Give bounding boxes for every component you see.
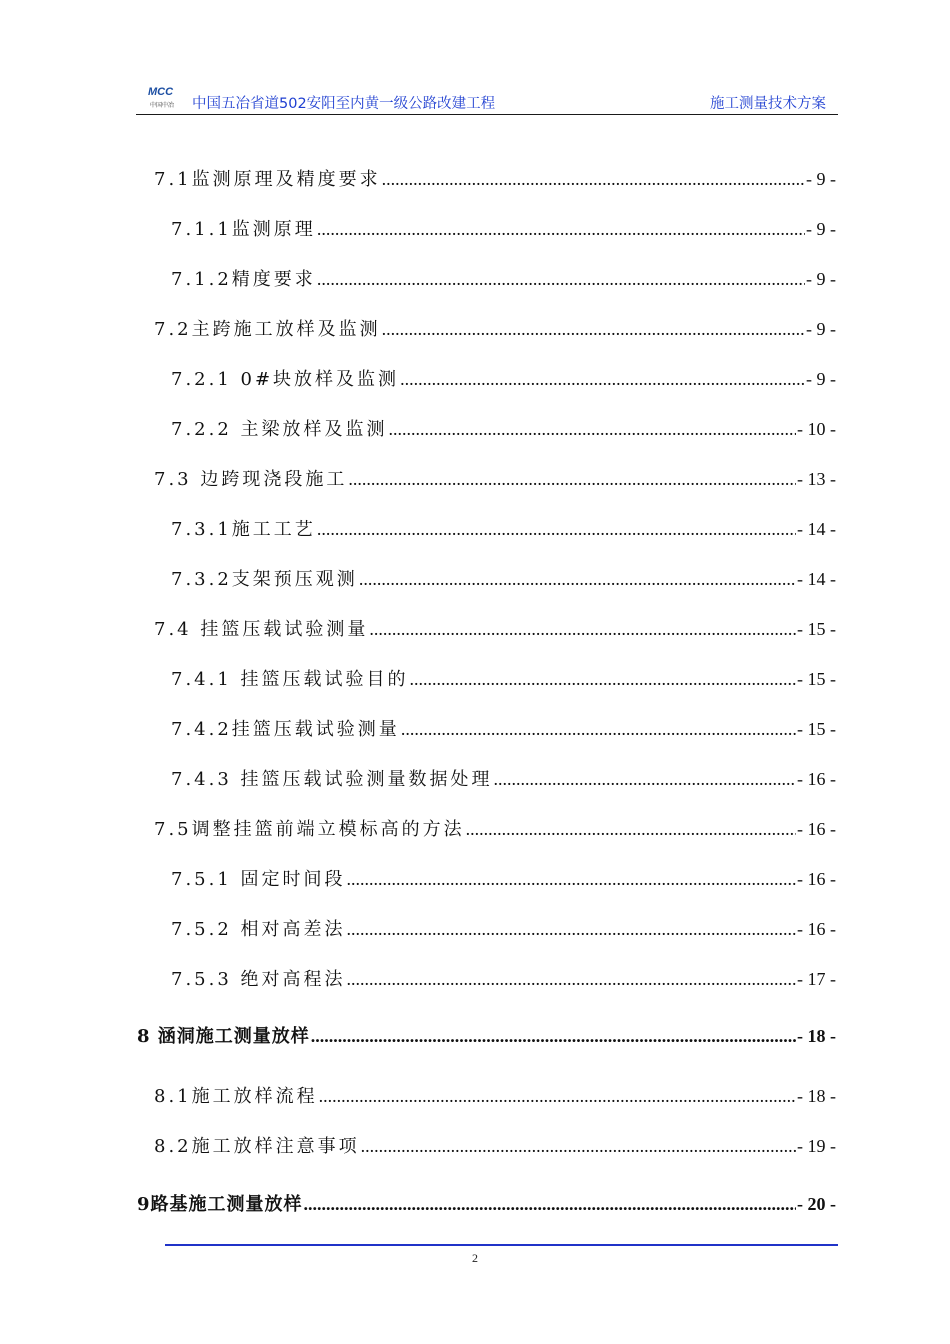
toc-entry[interactable] xyxy=(171,416,836,442)
document-title: 施工测量技术方案 xyxy=(710,96,826,112)
toc-entry-title: 7.4.1 挂篮压载试验目的 xyxy=(171,669,409,690)
page-header xyxy=(136,84,838,115)
toc-entry[interactable] xyxy=(171,716,836,742)
toc-entry-title: 7.1.1监测原理 xyxy=(171,219,316,240)
toc-entry[interactable] xyxy=(171,566,836,592)
toc-entry-page: - 17 - xyxy=(797,969,836,989)
toc-entry[interactable] xyxy=(154,816,836,842)
toc-dot-leader xyxy=(361,1133,796,1159)
toc-dot-leader xyxy=(410,666,796,692)
toc-entry-page: - 9 - xyxy=(806,369,836,389)
toc-entry-page: - 9 - xyxy=(806,269,836,289)
toc-entry-page: - 13 - xyxy=(797,469,836,489)
toc-entry-title: 7.3.1施工工艺 xyxy=(171,519,316,540)
toc-entry-title: 7.5.3 绝对高程法 xyxy=(171,969,346,990)
page-number: 2 xyxy=(472,1251,478,1265)
toc-dot-leader xyxy=(466,816,796,842)
toc-entry-page: - 9 - xyxy=(806,219,836,239)
toc-entry-title: 7.4 挂篮压载试验测量 xyxy=(154,619,369,640)
company-logo xyxy=(138,86,192,112)
toc-dot-leader xyxy=(400,366,805,392)
toc-dot-leader xyxy=(401,716,796,742)
toc-entry[interactable] xyxy=(154,466,836,492)
toc-entry-page: - 15 - xyxy=(797,669,836,689)
toc-dot-leader xyxy=(304,1191,796,1217)
toc-entry[interactable] xyxy=(154,1133,836,1159)
toc-dot-leader xyxy=(317,516,796,542)
toc-entry-title: 7.2.2 主梁放样及监测 xyxy=(171,419,388,440)
toc-entry[interactable] xyxy=(171,966,836,992)
toc-entry-title: 7.2主跨施工放样及监测 xyxy=(154,319,381,340)
toc-dot-leader xyxy=(494,766,796,792)
toc-dot-leader xyxy=(389,416,796,442)
toc-entry[interactable] xyxy=(171,666,836,692)
toc-entry-page: - 20 - xyxy=(797,1194,836,1214)
toc-entry[interactable] xyxy=(154,1083,836,1109)
toc-entry[interactable] xyxy=(171,366,836,392)
toc-entry-title: 7.3.2支架预压观测 xyxy=(171,569,358,590)
toc-entry[interactable] xyxy=(154,616,836,642)
toc-entry-title: 8.1施工放样流程 xyxy=(154,1086,318,1107)
toc-entry-title: 7.5.1 固定时间段 xyxy=(171,869,346,890)
toc-entry-page: - 18 - xyxy=(797,1026,836,1046)
toc-dot-leader xyxy=(347,966,796,992)
toc-entry-page: - 18 - xyxy=(797,1086,836,1106)
toc-dot-leader xyxy=(317,266,805,292)
toc-entry-page: - 14 - xyxy=(797,569,836,589)
toc-dot-leader xyxy=(348,466,796,492)
logo-mark: MCC xyxy=(148,86,174,98)
toc-dot-leader xyxy=(369,616,796,642)
toc-entry-title: 7.2.1 0#块放样及监测 xyxy=(171,369,400,390)
toc-entry[interactable] xyxy=(171,266,836,292)
toc-entry-page: - 16 - xyxy=(797,819,836,839)
toc-entry-title: 7.1.2精度要求 xyxy=(171,269,316,290)
toc-dot-leader xyxy=(311,1023,796,1049)
toc-entry[interactable] xyxy=(171,766,836,792)
toc-dot-leader xyxy=(382,316,805,342)
toc-entry[interactable] xyxy=(137,1191,836,1217)
toc-entry-title: 7.1监测原理及精度要求 xyxy=(154,169,381,190)
toc-entry-page: - 15 - xyxy=(797,619,836,639)
toc-entry-page: - 16 - xyxy=(797,869,836,889)
toc-entry[interactable] xyxy=(171,866,836,892)
toc-entry[interactable] xyxy=(171,916,836,942)
toc-dot-leader xyxy=(347,866,796,892)
logo-subtext: 中国中冶 xyxy=(150,102,175,109)
toc-entry[interactable] xyxy=(171,216,836,242)
toc-entry-title: 7.5.2 相对高差法 xyxy=(171,919,346,940)
toc-entry-page: - 9 - xyxy=(806,169,836,189)
toc-entry-title: 7.4.2挂篮压载试验测量 xyxy=(171,719,400,740)
toc-entry-page: - 16 - xyxy=(797,769,836,789)
toc-dot-leader xyxy=(317,216,805,242)
toc-entry-page: - 14 - xyxy=(797,519,836,539)
toc-entry-page: - 9 - xyxy=(806,319,836,339)
toc-dot-leader xyxy=(382,166,805,192)
toc-entry[interactable] xyxy=(171,516,836,542)
toc-dot-leader xyxy=(319,1083,796,1109)
toc-entry-title: 8 涵洞施工测量放样 xyxy=(137,1026,310,1047)
toc-entry[interactable] xyxy=(154,316,836,342)
toc-entry[interactable] xyxy=(137,1023,836,1049)
footer-divider xyxy=(165,1244,838,1246)
toc-dot-leader xyxy=(347,916,796,942)
toc-entry-title: 8.2施工放样注意事项 xyxy=(154,1136,360,1157)
toc-entry-title: 7.4.3 挂篮压载试验测量数据处理 xyxy=(171,769,493,790)
toc-entry-page: - 15 - xyxy=(797,719,836,739)
toc-entry-title: 7.5调整挂篮前端立模标高的方法 xyxy=(154,819,465,840)
toc-entry-page: - 10 - xyxy=(797,419,836,439)
toc-entry-title: 9路基施工测量放样 xyxy=(137,1194,303,1215)
toc-dot-leader xyxy=(359,566,796,592)
toc-entry-title: 7.3 边跨现浇段施工 xyxy=(154,469,348,490)
toc-entry-page: - 16 - xyxy=(797,919,836,939)
project-title: 中国五冶省道502安阳至内黄一级公路改建工程 xyxy=(192,96,496,112)
toc-entry[interactable] xyxy=(154,166,836,192)
toc-entry-page: - 19 - xyxy=(797,1136,836,1156)
